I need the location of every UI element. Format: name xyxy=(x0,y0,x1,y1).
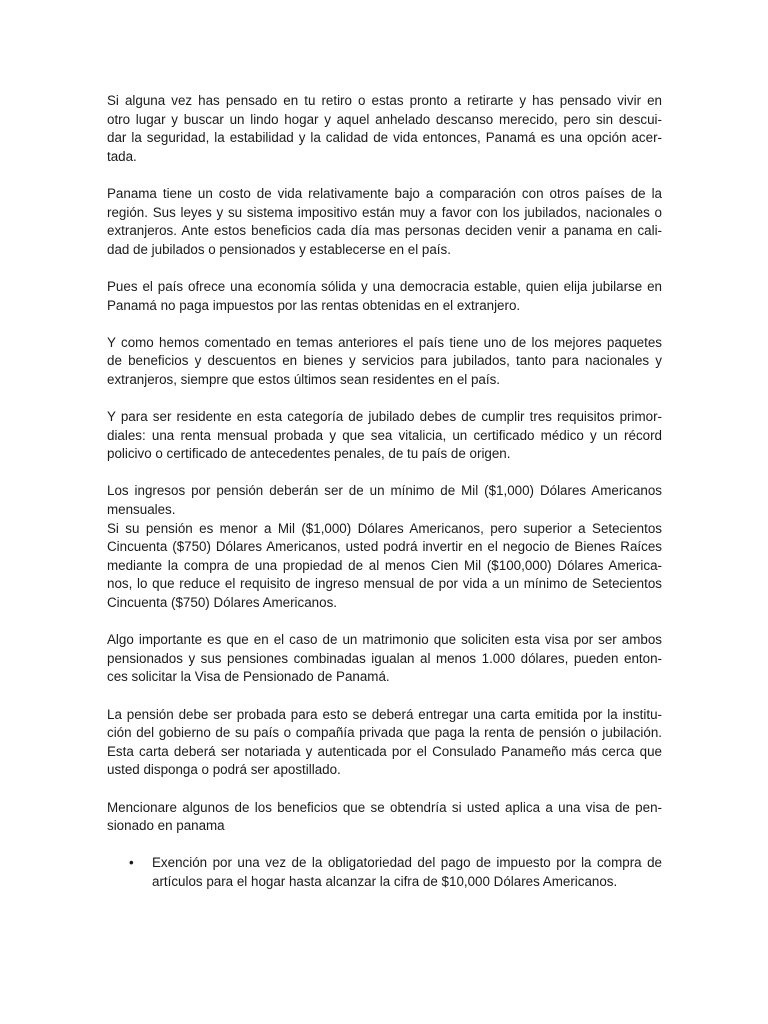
text-line: nos, lo que reduce el requisito de ingreso mensual de por vida a un mínimo de Setecientos xyxy=(107,576,662,592)
text-line: Panama tiene un costo de vida relativamente bajo a comparación con otros países de la xyxy=(107,185,662,201)
text-line: diales: una renta mensual probada y que sea vitalicia, un certificado médico y un récord xyxy=(107,427,662,443)
text-line: Y para ser residente en esta categoría de jubilado debes de cumplir tres requisitos primor- xyxy=(107,409,662,425)
text-line: región. Sus leyes y su sistema impositivo están muy a favor con los jubilados, nacionales o xyxy=(107,204,662,220)
text-line: Y como hemos comentado en temas anteriores el país tiene uno de los mejores paquetes xyxy=(107,334,662,350)
text-line: usted disponga o podrá ser apostillado. xyxy=(107,762,341,778)
text-line: Panamá no paga impuestos por las rentas obtenidas en el extranjero. xyxy=(107,297,521,313)
text-line: policivo o certificado de antecedentes penales, de tu país de origen. xyxy=(107,446,511,462)
text-line: La pensión debe ser probada para esto se deberá entregar una carta emitida por la institu- xyxy=(107,706,662,722)
text-line: de beneficios y descuentos en bienes y servicios para jubilados, tanto para nacionales y xyxy=(107,353,662,369)
text-line: tada. xyxy=(107,148,137,164)
body-paragraph xyxy=(107,92,662,166)
body-paragraph xyxy=(107,185,662,259)
text-line: Si su pensión es menor a Mil ($1,000) Dólares Americanos, pero superior a Setecientos xyxy=(107,520,662,536)
paragraph-container xyxy=(107,92,662,836)
text-line: dad de jubilados o pensionados y establecerse en el país. xyxy=(107,241,451,257)
body-paragraph xyxy=(107,408,662,464)
text-line: Mencionare algunos de los beneficios que se obtendría si usted aplica a una visa de pen- xyxy=(107,799,662,815)
text-line: ción del gobierno de su país o compañía privada que paga la renta de pensión o jubilación. xyxy=(107,725,662,741)
text-line: Pues el país ofrece una economía sólida y una democracia estable, quien elija jubilarse en xyxy=(107,278,662,294)
document-page xyxy=(107,92,662,892)
text-line: extranjeros, siempre que estos últimos sean residentes en el país. xyxy=(107,371,500,387)
body-paragraph xyxy=(107,482,662,612)
body-paragraph xyxy=(107,334,662,390)
text-line: pensionados y sus pensiones combinadas igualan al menos 1.000 dólares, pueden enton- xyxy=(107,650,662,666)
body-paragraph xyxy=(107,799,662,836)
text-line: Cincuenta ($750) Dólares Americanos, usted podrá invertir en el negocio de Bienes Raíces xyxy=(107,539,662,555)
body-paragraph xyxy=(107,278,662,315)
text-line: Si alguna vez has pensado en tu retiro o estas pronto a retirarte y has pensado vivir en xyxy=(107,93,662,108)
bullet-icon: • xyxy=(129,855,134,871)
body-paragraph xyxy=(107,706,662,780)
bullet-list xyxy=(107,854,662,891)
list-item xyxy=(107,854,662,891)
bullet-text-line: artículos para el hogar hasta alcanzar la cifra de $10,000 Dólares Americanos. xyxy=(152,873,618,889)
text-line: ces solicitar la Visa de Pensionado de Panamá. xyxy=(107,669,390,685)
text-line: sionado en panama xyxy=(107,818,225,834)
text-line: dar la seguridad, la estabilidad y la calidad de vida entonces, Panamá es una opción acer- xyxy=(107,130,662,146)
text-line: extranjeros. Ante estos beneficios cada día mas personas deciden venir a panama en cali- xyxy=(107,223,662,239)
text-line: otro lugar y buscar un lindo hogar y aquel anhelado descanso merecido, pero sin descui- xyxy=(107,111,662,127)
text-line: mensuales. xyxy=(107,502,176,518)
text-line: Cincuenta ($750) Dólares Americanos. xyxy=(107,595,337,611)
text-line: mediante la compra de una propiedad de al menos Cien Mil ($100,000) Dólares America- xyxy=(107,557,662,573)
bullet-text-line: Exención por una vez de la obligatoriedad del pago de impuesto por la compra de xyxy=(152,855,662,871)
text-line: Esta carta deberá ser notariada y autenticada por el Consulado Panameño más cerca que xyxy=(107,743,662,759)
body-paragraph xyxy=(107,631,662,687)
text-line: Algo importante es que en el caso de un matrimonio que soliciten esta visa por ser ambos xyxy=(107,632,662,648)
text-line: Los ingresos por pensión deberán ser de un mínimo de Mil ($1,000) Dólares Americanos xyxy=(107,483,662,499)
